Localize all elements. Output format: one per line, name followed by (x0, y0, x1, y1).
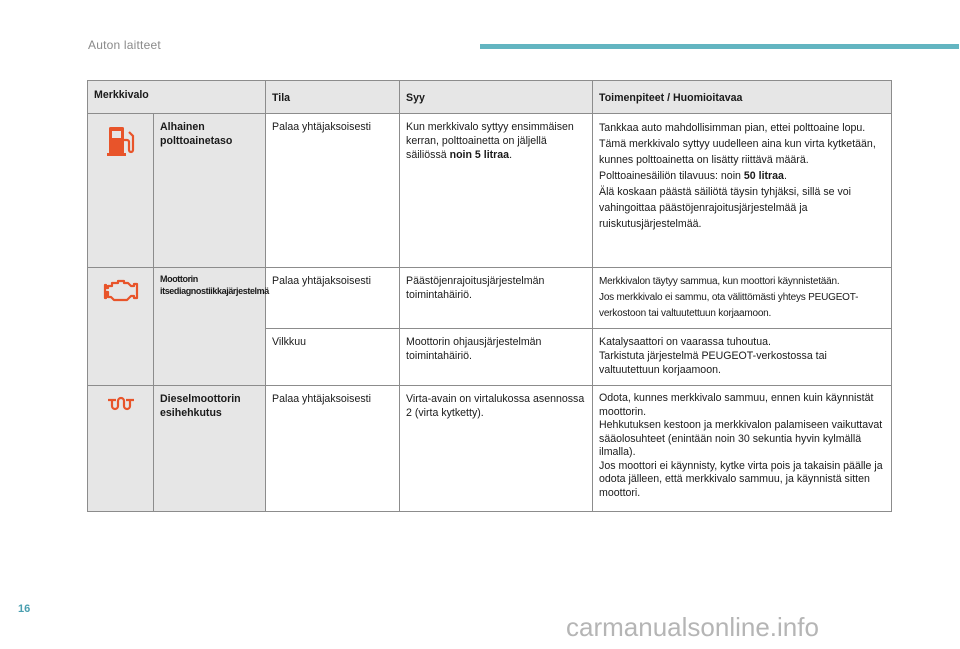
watermark: carmanualsonline.info (566, 612, 819, 642)
section-accent-bar (480, 44, 959, 49)
action-cell (593, 114, 892, 268)
state-cell: Palaa yhtäjaksoisesti (266, 114, 400, 268)
glow-plug-icon (94, 396, 147, 416)
column-header-warning-light: Merkkivalo (88, 81, 266, 114)
action-line: Tämä merkkivalo syttyy uudelleen aina kun virta kytketään, kunnes polttoainetta on lisätty riittävä määrä. (599, 138, 876, 166)
action-line: Hehkutuksen kestoon ja merkkivalon palamiseen vaikuttavat sääolosuhteet (enintään noin 30 sekuntia hyvin kylmällä ilmalla). (599, 419, 883, 458)
table-row (88, 386, 892, 512)
action-cell (593, 329, 892, 386)
cause-text-end: . (509, 149, 513, 162)
table-row (88, 114, 892, 268)
column-header-state: Tila (266, 81, 400, 114)
action-cell (593, 268, 892, 329)
glow-plug-icon-cell (88, 386, 154, 512)
cause-cell: Päästöjenrajoitusjärjestelmän toimintahäiriö. (400, 268, 593, 329)
state-cell: Vilkkuu (266, 329, 400, 386)
action-cell (593, 386, 892, 512)
action-bold-text: 50 litraa (743, 170, 784, 182)
warning-name: Alhainen polttoainetaso (154, 114, 266, 268)
action-line: Jos moottori ei käynnisty, kytke virta pois ja takaisin päälle ja odota jälleen, että merkkivalo sammuu, ja käynnistä sitten moottori. (599, 459, 883, 499)
table-header-row (88, 81, 892, 114)
fuel-pump-icon (94, 124, 147, 158)
action-line (599, 168, 885, 184)
action-line: Merkkivalon täytyy sammua, kun moottori käynnistetään. (599, 276, 840, 287)
section-title: Auton laitteet (88, 38, 161, 52)
table-row (88, 268, 892, 329)
state-cell: Palaa yhtäjaksoisesti (266, 386, 400, 512)
state-cell: Palaa yhtäjaksoisesti (266, 268, 400, 329)
action-line: Odota, kunnes merkkivalo sammuu, ennen kuin käynnistät moottorin. (599, 392, 874, 418)
cause-bold-text: noin 5 litraa (449, 149, 510, 162)
cause-cell: Virta-avain on virtalukossa asennossa 2 (virta kytketty). (400, 386, 593, 512)
action-line: Katalysaattori on vaarassa tuhoutua. (599, 336, 771, 348)
page-number: 16 (18, 603, 31, 615)
column-header-cause: Syy (400, 81, 593, 114)
action-line: Tarkistuta järjestelmä PEUGEOT-verkostossa tai valtuutettuun korjaamoon. (599, 350, 827, 377)
action-line: Jos merkkivalo ei sammu, ota välittömästi yhteys PEUGEOT-verkostoon tai valtuutettuun korjaamoon. (599, 292, 859, 319)
cause-cell (400, 114, 593, 268)
action-line: Älä koskaan päästä säiliötä täysin tyhjäksi, sillä se voi vahingoittaa päästöjenrajoitusjärjestelmää ja ruiskutusjärjestelmää. (599, 186, 852, 230)
column-header-action: Toimenpiteet / Huomioitavaa (593, 81, 892, 114)
cause-cell: Moottorin ohjausjärjestelmän toimintahäiriö. (400, 329, 593, 386)
engine-icon (94, 278, 147, 304)
fuel-icon-cell (88, 114, 154, 268)
action-text-end: . (783, 170, 787, 182)
warning-lights-table (87, 80, 892, 512)
action-text: Polttoainesäiliön tilavuus: noin (599, 170, 741, 182)
warning-name: Moottorin itsediagnostiikkajärjestelmä (154, 268, 266, 386)
warning-name: Dieselmoottorin esihehkutus (154, 386, 266, 512)
action-line: Tankkaa auto mahdollisimman pian, ettei polttoaine lopu. (599, 122, 866, 134)
cause-text: Kun merkkivalo syttyy ensimmäisen kerran, polttoainetta on jäljellä säiliössä (406, 121, 574, 162)
engine-icon-cell (88, 268, 154, 386)
